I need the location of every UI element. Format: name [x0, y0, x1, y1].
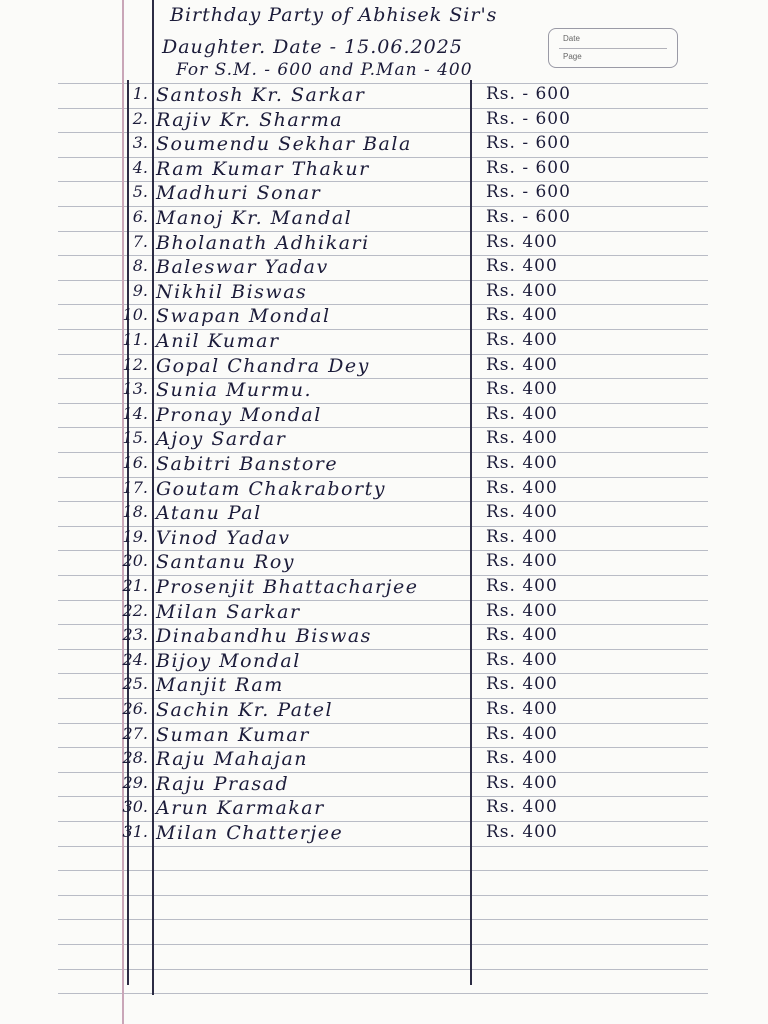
entry-amount: Rs. 400 [486, 305, 558, 326]
list-item [0, 379, 768, 403]
list-item [0, 158, 768, 182]
list-item [0, 650, 768, 674]
entry-number: 27. [122, 723, 148, 743]
ruled-line [58, 895, 708, 896]
entry-number: 9. [132, 280, 148, 300]
entry-name: Manjit Ram [156, 674, 284, 697]
entry-number: 19. [122, 526, 148, 546]
list-item [0, 355, 768, 379]
entry-amount: Rs. - 600 [486, 133, 571, 154]
entry-name: Manoj Kr. Mandal [156, 207, 353, 229]
entry-amount: Rs. 400 [486, 231, 558, 252]
entry-amount: Rs. 400 [486, 453, 558, 473]
list-item [0, 551, 768, 575]
header-date-line: Daughter. Date - 15.06.2025 [162, 36, 463, 58]
header-title-line: Birthday Party of Abhisek Sir's [170, 4, 498, 26]
entry-name: Bijoy Mondal [156, 649, 301, 672]
list-item [0, 232, 768, 256]
list-item [0, 305, 768, 329]
entry-amount: Rs. 400 [486, 403, 558, 424]
list-item [0, 182, 768, 206]
entry-amount: Rs. 400 [486, 354, 558, 375]
entry-number: 17. [122, 477, 148, 497]
entry-amount: Rs. 400 [486, 797, 558, 818]
list-item [0, 281, 768, 305]
ruled-line [58, 993, 708, 994]
page-label: Page [563, 52, 582, 61]
entry-amount: Rs. 400 [486, 477, 558, 498]
entry-name: Vinod Yadav [156, 526, 291, 549]
entry-amount: Rs. 400 [486, 822, 558, 842]
entry-number: 26. [122, 699, 148, 718]
ruled-line [58, 870, 708, 871]
entry-number: 16. [122, 453, 148, 472]
entry-amount: Rs. 400 [486, 280, 558, 301]
entry-name: Milan Sarkar [156, 600, 301, 623]
entry-number: 4. [132, 157, 148, 177]
entry-amount: Rs. 400 [486, 256, 558, 277]
entry-number: 8. [132, 256, 148, 276]
list-item [0, 453, 768, 477]
entry-name: Sunia Murmu. [156, 379, 313, 402]
entry-amount: Rs. 400 [486, 625, 558, 646]
entry-amount: Rs. 400 [486, 699, 558, 719]
entry-number: 25. [122, 674, 148, 694]
entry-number: 20. [122, 551, 148, 571]
entry-amount: Rs. 400 [486, 772, 558, 793]
header-rate-line: For S.M. - 600 and P.Man - 400 [176, 60, 473, 80]
list-item [0, 84, 768, 108]
entry-amount: Rs. 400 [486, 526, 558, 547]
entry-name: Baleswar Yadav [156, 256, 329, 279]
ruled-line [58, 919, 708, 920]
entry-number: 5. [132, 182, 148, 202]
entry-number: 1. [132, 84, 148, 103]
list-item [0, 699, 768, 723]
entry-name: Swapan Mondal [156, 305, 331, 328]
entry-amount: Rs. 400 [486, 649, 558, 670]
entry-amount: Rs. 400 [486, 502, 558, 523]
entry-amount: Rs. 400 [486, 674, 558, 695]
entry-name: Sachin Kr. Patel [156, 699, 334, 721]
entry-number: 13. [122, 379, 148, 399]
entry-amount: Rs. - 600 [486, 157, 571, 178]
entry-number: 29. [122, 772, 148, 792]
list-item [0, 773, 768, 797]
list-item [0, 478, 768, 502]
entry-amount: Rs. - 600 [486, 182, 571, 203]
entry-number: 18. [122, 502, 148, 522]
entry-amount: Rs. - 600 [486, 108, 571, 129]
list-item [0, 674, 768, 698]
entry-number: 30. [122, 797, 148, 817]
list-item [0, 527, 768, 551]
entry-name: Pronay Mondal [156, 403, 322, 426]
entry-name: Dinabandhu Biswas [156, 625, 372, 648]
entry-number: 3. [132, 133, 148, 153]
entry-number: 22. [122, 600, 148, 620]
entry-number: 15. [122, 428, 148, 448]
entry-name: Santanu Roy [156, 551, 296, 574]
entry-number: 10. [122, 305, 148, 325]
entry-amount: Rs. 400 [486, 600, 558, 621]
entry-name: Soumendu Sekhar Bala [156, 133, 412, 156]
entry-name: Atanu Pal [156, 502, 262, 525]
list-item [0, 748, 768, 772]
entry-number: 24. [122, 649, 148, 669]
entry-name: Milan Chatterjee [156, 822, 344, 844]
list-item [0, 502, 768, 526]
entry-amount: Rs. 400 [486, 379, 558, 400]
entry-number: 11. [122, 330, 148, 349]
entry-name: Bholanath Adhikari [156, 231, 370, 254]
entry-amount: Rs. - 600 [486, 84, 571, 104]
list-item [0, 330, 768, 354]
ruled-line [58, 944, 708, 945]
list-item [0, 109, 768, 133]
list-item [0, 797, 768, 821]
list-item [0, 625, 768, 649]
list-item [0, 404, 768, 428]
entry-name: Nikhil Biswas [156, 280, 308, 303]
entry-amount: Rs. 400 [486, 748, 558, 769]
entry-number: 23. [122, 625, 148, 645]
entry-name: Madhuri Sonar [156, 182, 322, 205]
list-item [0, 576, 768, 600]
entry-amount: Rs. 400 [486, 576, 558, 596]
entry-amount: Rs. 400 [486, 330, 558, 350]
entry-number: 31. [122, 822, 148, 841]
ruled-line [58, 969, 708, 970]
list-item [0, 256, 768, 280]
entry-name: Ram Kumar Thakur [156, 157, 370, 180]
entry-name: Sabitri Banstore [156, 453, 339, 475]
list-item [0, 601, 768, 625]
entry-name: Gopal Chandra Dey [156, 354, 370, 377]
entry-name: Arun Karmakar [156, 797, 325, 820]
entry-amount: Rs. 400 [486, 723, 558, 744]
list-item [0, 428, 768, 452]
list-item [0, 133, 768, 157]
entry-name: Goutam Chakraborty [156, 477, 386, 500]
list-item [0, 724, 768, 748]
entry-number: 21. [122, 576, 148, 595]
entry-number: 6. [132, 207, 148, 226]
date-box-divider [559, 48, 667, 49]
entry-name: Suman Kumar [156, 723, 310, 746]
date-label: Date [563, 34, 580, 43]
list-item [0, 207, 768, 231]
date-page-box [548, 28, 678, 68]
entry-name: Ajoy Sardar [156, 428, 287, 451]
entry-number: 12. [122, 354, 148, 374]
entry-name: Prosenjit Bhattacharjee [156, 576, 419, 598]
entry-amount: Rs. 400 [486, 428, 558, 449]
entry-name: Santosh Kr. Sarkar [156, 84, 366, 106]
entry-number: 28. [122, 748, 148, 768]
entry-amount: Rs. 400 [486, 551, 558, 572]
entry-amount: Rs. - 600 [486, 207, 571, 227]
entry-name: Raju Prasad [156, 772, 290, 795]
entry-number: 7. [132, 231, 148, 251]
entry-name: Anil Kumar [156, 330, 280, 352]
entry-name: Rajiv Kr. Sharma [156, 108, 344, 131]
list-item [0, 822, 768, 846]
entry-number: 2. [132, 108, 148, 128]
entry-number: 14. [122, 403, 148, 423]
entry-name: Raju Mahajan [156, 748, 309, 771]
